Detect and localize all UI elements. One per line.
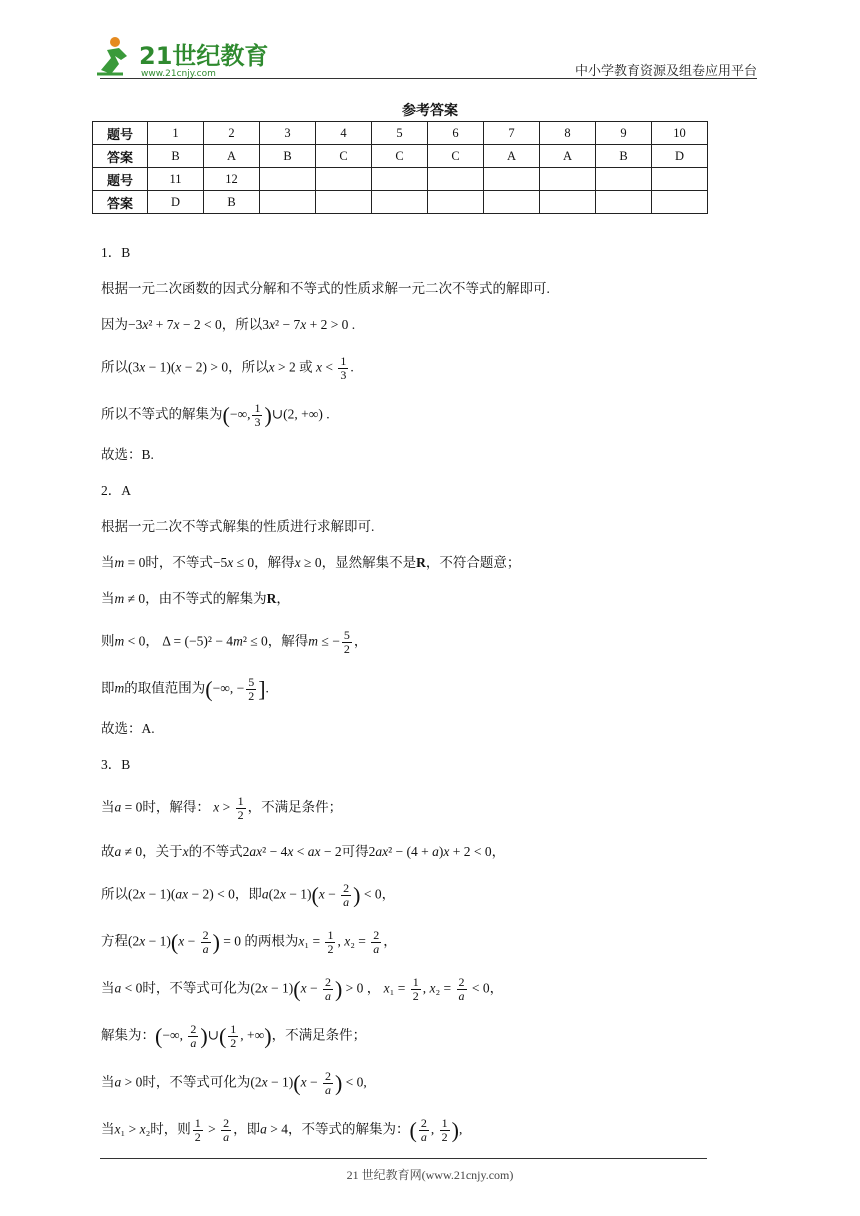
text-span: ，即 (234, 886, 262, 902)
table-cell: A (484, 145, 540, 168)
row-label: 题号 (93, 122, 148, 145)
table-cell: A (204, 145, 260, 168)
table-cell: 6 (428, 122, 484, 145)
table-cell: A (540, 145, 596, 168)
page-title: 参考答案 (402, 103, 458, 119)
fraction: $\frac{1}{2}$ (327, 928, 334, 956)
solution-line: 当a > 0时，不等式可化为(2x − 1)(x − $\frac{2}{a}$ ) < 0, (101, 1069, 367, 1097)
table-cell: 5 (372, 122, 428, 145)
text-span: ，关于 (142, 844, 183, 859)
fraction: $\frac{1}{2}$ (237, 794, 244, 822)
table-cell: 7 (484, 122, 540, 145)
question-heading: 1．B (101, 245, 131, 260)
text-span: 可得 (341, 844, 369, 859)
fraction: $\frac{2}{a}$ (420, 1116, 427, 1144)
table-cell (652, 191, 708, 214)
text-span: 则 (101, 633, 115, 649)
fraction: $\frac{2}{a}$ (458, 975, 465, 1003)
text-span: 解集为： (101, 1027, 155, 1043)
table-cell: C (372, 145, 428, 168)
text-span: ，所以 (221, 317, 263, 332)
answer-table (92, 121, 708, 214)
table-cell: 8 (540, 122, 596, 145)
text-span: ，所以 (228, 359, 269, 375)
solution-line: 根据一元二次不等式解集的性质进行求解即可. (101, 519, 375, 534)
text-span: 当 (101, 591, 115, 606)
text-span: ，不满足条件； (247, 799, 343, 815)
logo-text: 21世纪教育 (139, 42, 268, 70)
table-cell (596, 191, 652, 214)
solutions-body (101, 243, 721, 1144)
solution-line: 所以(3x − 1)(x − 2) > 0，所以x > 2 或 x < $\frac{1}{3}$ . (101, 354, 354, 382)
footer-divider (100, 1158, 707, 1159)
solution-line: 根据一元二次函数的因式分解和不等式的性质求解一元二次不等式的解即可. (101, 281, 550, 296)
solution-line: 当a = 0时，解得： x > $\frac{1}{2}$ ，不满足条件； (101, 794, 343, 822)
text-span: ，不符合题意； (425, 555, 521, 570)
question-heading: 2．A (101, 483, 131, 498)
fraction: $\frac{2}{a}$ (324, 975, 331, 1003)
text-span: 时，解得： (142, 799, 210, 815)
solution-line: 所以(2x − 1)(ax − 2) < 0，即a(2x − 1)(x − $\frac{2}{a}$ ) < 0， (101, 881, 396, 909)
table-cell (372, 191, 428, 214)
fraction: $\frac{2}{a}$ (190, 1022, 197, 1050)
text-span: ，解得 (267, 633, 309, 649)
table-cell: 4 (316, 122, 372, 145)
fraction: $\frac{1}{2}$ (230, 1022, 237, 1050)
table-cell: B (204, 191, 260, 214)
table-cell: 9 (596, 122, 652, 145)
table-cell (260, 191, 316, 214)
text-span: 的不等式 (188, 844, 243, 859)
text-span: 故 (101, 844, 115, 859)
table-cell (596, 168, 652, 191)
table-cell: C (428, 145, 484, 168)
text-span: 方程 (101, 933, 128, 949)
table-cell (372, 168, 428, 191)
text-span: ，即 (233, 1121, 261, 1137)
fraction: $\frac{1}{3}$ (254, 401, 261, 429)
text-span: 因为 (101, 317, 128, 332)
table-cell: 11 (148, 168, 204, 191)
fraction: $\frac{1}{2}$ (412, 975, 419, 1003)
solution-line: 故选：A. (101, 721, 155, 736)
fraction: $\frac{1}{2}$ (441, 1116, 448, 1144)
solution-line: 则m < 0， Δ = (−5)² − 4m² ≤ 0，解得m ≤ − $\frac{5}{2}$ ， (101, 628, 368, 656)
text-span: 当 (101, 1074, 115, 1090)
text-span: 时，不等式可化为 (142, 1074, 251, 1090)
text-span: ，不满足条件； (271, 1027, 367, 1043)
site-name: 中小学教育资源及组卷应用平台 (574, 64, 757, 79)
fraction: $\frac{2}{a}$ (202, 928, 209, 956)
text-span: ，解得 (254, 555, 295, 570)
text-span: ，不等式的解集为： (288, 1121, 410, 1137)
solution-line: 因为−3x² + 7x − 2 < 0，所以3x² − 7x + 2 > 0 . (101, 317, 356, 332)
fraction: $\frac{2}{a}$ (343, 881, 350, 909)
text-span: ，由不等式的解集为 (145, 591, 267, 606)
fraction: $\frac{5}{2}$ (248, 675, 255, 703)
text-span: 时，则 (150, 1121, 191, 1137)
table-cell: B (148, 145, 204, 168)
table-row (93, 122, 708, 145)
table-cell (540, 168, 596, 191)
table-cell: D (652, 145, 708, 168)
table-row (93, 191, 708, 214)
solution-line: 方程(2x − 1)(x − $\frac{2}{a}$ ) = 0 的两根为x₁ = $\frac{1}{2}$ , x₂ = $\frac{2}{a}$ ， (101, 928, 397, 956)
text-span: 的两根为 (244, 933, 299, 949)
text-span: 所以 (101, 886, 128, 902)
solution-line: 所以不等式的解集为(−∞, $\frac{1}{3}$ )∪(2, +∞) . (101, 401, 330, 429)
table-cell (316, 191, 372, 214)
table-cell: 3 (260, 122, 316, 145)
table-cell: 2 (204, 122, 260, 145)
table-row (93, 145, 708, 168)
text-span: ，显然解集不是 (321, 555, 417, 570)
footer-text: 21 世纪教育网(www.21cnjy.com) (346, 1168, 514, 1182)
text-span: 当 (101, 555, 115, 570)
table-cell (428, 191, 484, 214)
text-span: 时，不等式 (145, 555, 213, 570)
table-row (93, 168, 708, 191)
solution-line: 当m ≠ 0，由不等式的解集为R， (101, 591, 290, 606)
text-span: 当 (101, 799, 115, 815)
fraction: $\frac{5}{2}$ (343, 628, 350, 656)
fraction: $\frac{1}{2}$ (194, 1116, 201, 1144)
table-cell (540, 191, 596, 214)
solution-line: 故a ≠ 0，关于x的不等式2ax² − 4x < ax − 2可得2ax² − (4 + a)x + 2 < 0， (101, 844, 506, 859)
text-span: 时，不等式可化为 (142, 980, 251, 996)
fraction: $\frac{2}{a}$ (223, 1116, 230, 1144)
solution-line: 故选：B. (101, 447, 154, 462)
table-cell: 12 (204, 168, 260, 191)
site-logo (93, 30, 268, 82)
text-span: 的取值范围为 (124, 680, 206, 696)
table-cell (652, 168, 708, 191)
fraction: $\frac{2}{a}$ (324, 1069, 331, 1097)
row-label: 题号 (93, 168, 148, 191)
table-cell: 10 (652, 122, 708, 145)
solution-line: 当a < 0时，不等式可化为(2x − 1)(x − $\frac{2}{a}$ ) > 0 ， x₁ = $\frac{1}{2}$ , x₂ = $\frac{2}{a}$ < 0， (101, 975, 504, 1003)
logo-url: www.21cnjy.com (141, 69, 216, 79)
fraction: $\frac{1}{3}$ (340, 354, 347, 382)
table-cell (428, 168, 484, 191)
table-cell: 1 (148, 122, 204, 145)
table-cell (484, 191, 540, 214)
fraction: $\frac{2}{a}$ (373, 928, 380, 956)
solution-line: 即m的取值范围为(−∞, − $\frac{5}{2}$ ]. (101, 675, 269, 703)
table-cell: B (596, 145, 652, 168)
table-cell (260, 168, 316, 191)
solution-line: 当m = 0时，不等式−5x ≤ 0，解得x ≥ 0，显然解集不是R，不符合题意； (101, 555, 521, 570)
solution-line: 当x₁ > x₂时，则 $\frac{1}{2}$ > $\frac{2}{a}$ ，即a > 4，不等式的解集为：( $\frac{2}{a}$ , $\frac{1}{2}$ ), (101, 1116, 463, 1144)
header-divider (100, 78, 757, 79)
row-label: 答案 (93, 145, 148, 168)
text-span: 当 (101, 980, 115, 996)
text-span: 即 (101, 680, 115, 696)
table-cell (316, 168, 372, 191)
text-span: 所以不等式的解集为 (101, 406, 223, 422)
table-cell: C (316, 145, 372, 168)
table-cell: B (260, 145, 316, 168)
text-span: 所以 (101, 359, 128, 375)
text-span: 当 (101, 1121, 115, 1137)
table-cell: D (148, 191, 204, 214)
table-cell (484, 168, 540, 191)
question-heading: 3．B (101, 757, 131, 772)
text-span: ， (276, 591, 290, 606)
row-label: 答案 (93, 191, 148, 214)
text-span: 或 (299, 359, 313, 375)
runner-icon (97, 37, 127, 74)
solution-line: 解集为：(−∞, $\frac{2}{a}$ )∪( $\frac{1}{2}$ , +∞)，不满足条件； (101, 1022, 367, 1050)
